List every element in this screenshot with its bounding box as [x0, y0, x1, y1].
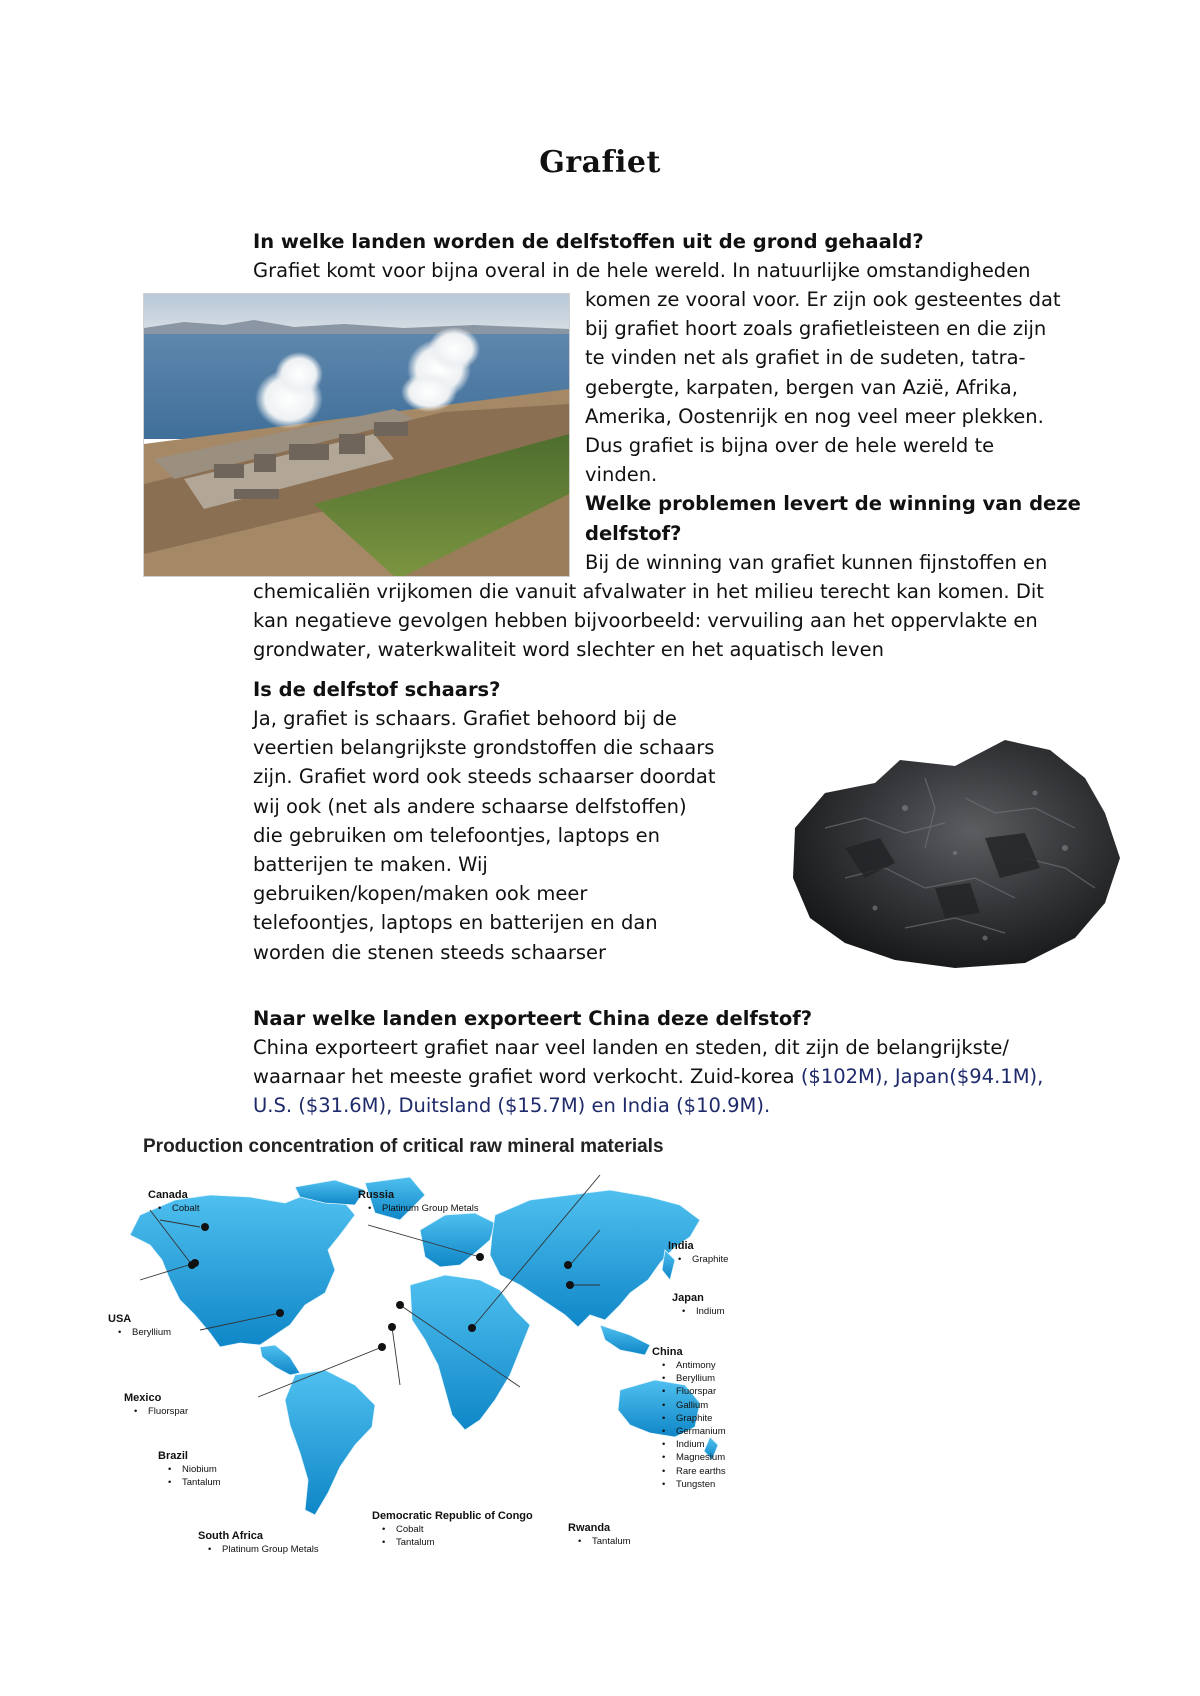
q3-line-2: veertien belangrijkste grondstoffen die schaars	[253, 736, 715, 760]
q3-text	[253, 704, 715, 967]
map-label-usa: USA • Beryllium	[108, 1313, 171, 1339]
q4-line-2	[253, 1062, 1043, 1091]
map-label-canada: Canada • Cobalt	[148, 1189, 199, 1215]
map-label-india: India • Graphite	[668, 1240, 728, 1266]
south-america-shape	[285, 1370, 375, 1515]
question-2-heading: Welke problemen levert de winning van deze	[585, 492, 1081, 516]
question-4-heading: Naar welke landen exporteert China deze delfstof?	[253, 1007, 813, 1030]
q1-wrap-text	[585, 285, 1085, 577]
q1-line-4: te vinden net als grafiet in de sudeten, tatra-	[585, 346, 1026, 370]
q2-line-3: kan negatieve gevolgen hebben bijvoorbeeld: vervuiling aan het oppervlakte en	[253, 609, 1038, 633]
map-label-south-africa: South Africa • Platinum Group Metals	[198, 1530, 319, 1556]
q3-line-9: worden die stenen steeds schaarser	[253, 940, 607, 964]
map-label-russia: Russia • Platinum Group Metals	[358, 1189, 479, 1215]
q3-line-8: telefoontjes, laptops en batterijen en dan	[253, 911, 658, 935]
q3-line-5: die gebruiken om telefoontjes, laptops en	[253, 823, 660, 847]
q4-line-3-highlight: U.S. ($31.6M), Duitsland ($15.7M) en India ($10.9M).	[253, 1094, 771, 1118]
map-label-drc: Democratic Republic of Congo • Cobalt • Tantalum	[372, 1510, 533, 1549]
q2-line-1: Bij de winning van grafiet kunnen fijnstoffen en	[585, 550, 1048, 574]
q2-line-2: chemicaliën vrijkomen die vanuit afvalwater in het milieu terecht kan komen. Dit	[253, 580, 1044, 603]
q1-line-5: gebergte, karpaten, bergen van Azië, Afrika,	[585, 375, 1018, 399]
q2-text	[253, 577, 1044, 665]
q3-line-3: zijn. Grafiet word ook steeds schaarser doordat	[253, 765, 716, 789]
map-title: Production concentration of critical raw mineral materials	[143, 1136, 664, 1157]
q1-line-6: Amerika, Oostenrijk en nog veel meer plekken.	[585, 404, 1044, 428]
map-label-mexico: Mexico • Fluorspar	[124, 1392, 188, 1418]
q3-line-1: Ja, grafiet is schaars. Grafiet behoord bij de	[253, 707, 677, 730]
q3-line-4: wij ook (net als andere schaarse delfstoffen)	[253, 794, 687, 818]
question-1-heading: In welke landen worden de delfstoffen uit de grond gehaald?	[253, 230, 924, 253]
map-label-brazil: Brazil • Niobium • Tantalum	[158, 1450, 221, 1489]
geothermal-plant-photo	[143, 293, 570, 577]
map-label-china: China • Antimony • Beryllium • Fluorspar • Gallium • Graphite • Germanium • Indium • Magnesium • Rare earths • Tungsten	[652, 1346, 726, 1491]
q2-line-4: grondwater, waterkwaliteit word slechter en het aquatisch leven	[253, 638, 884, 662]
map-label-japan: Japan • Indium	[672, 1292, 725, 1318]
q4-line-2-plain: waarnaar het meeste grafiet word verkocht. Zuid-korea	[253, 1065, 801, 1089]
question-2-heading-cont: delfstof?	[585, 521, 682, 545]
q4-line-1: China exporteert grafiet naar veel landen en steden, dit zijn de belangrijkste/	[253, 1036, 1009, 1059]
q1-line-7: Dus grafiet is bijna over de hele wereld te	[585, 434, 995, 458]
q1-line-8: vinden.	[585, 463, 658, 487]
question-3-heading: Is de delfstof schaars?	[253, 678, 501, 701]
q1-line-3: bij grafiet hoort zoals grafietleisteen en die zijn	[585, 317, 1047, 341]
q4-line-2-highlight: ($102M), Japan($94.1M),	[800, 1065, 1044, 1089]
graphite-rock-photo	[785, 738, 1130, 970]
q1-line-1: Grafiet komt voor bijna overal in de hele wereld. In natuurlijke omstandigheden	[253, 259, 1031, 282]
page-title: Grafiet	[539, 145, 661, 180]
q1-line-2: komen ze vooral voor. Er zijn ook gesteentes dat	[585, 288, 1061, 311]
q4-text	[253, 1033, 1043, 1121]
q3-line-7: gebruiken/kopen/maken ook meer	[253, 882, 588, 906]
map-label-rwanda: Rwanda • Tantalum	[568, 1522, 631, 1548]
q3-line-6: batterijen te maken. Wij	[253, 853, 488, 877]
